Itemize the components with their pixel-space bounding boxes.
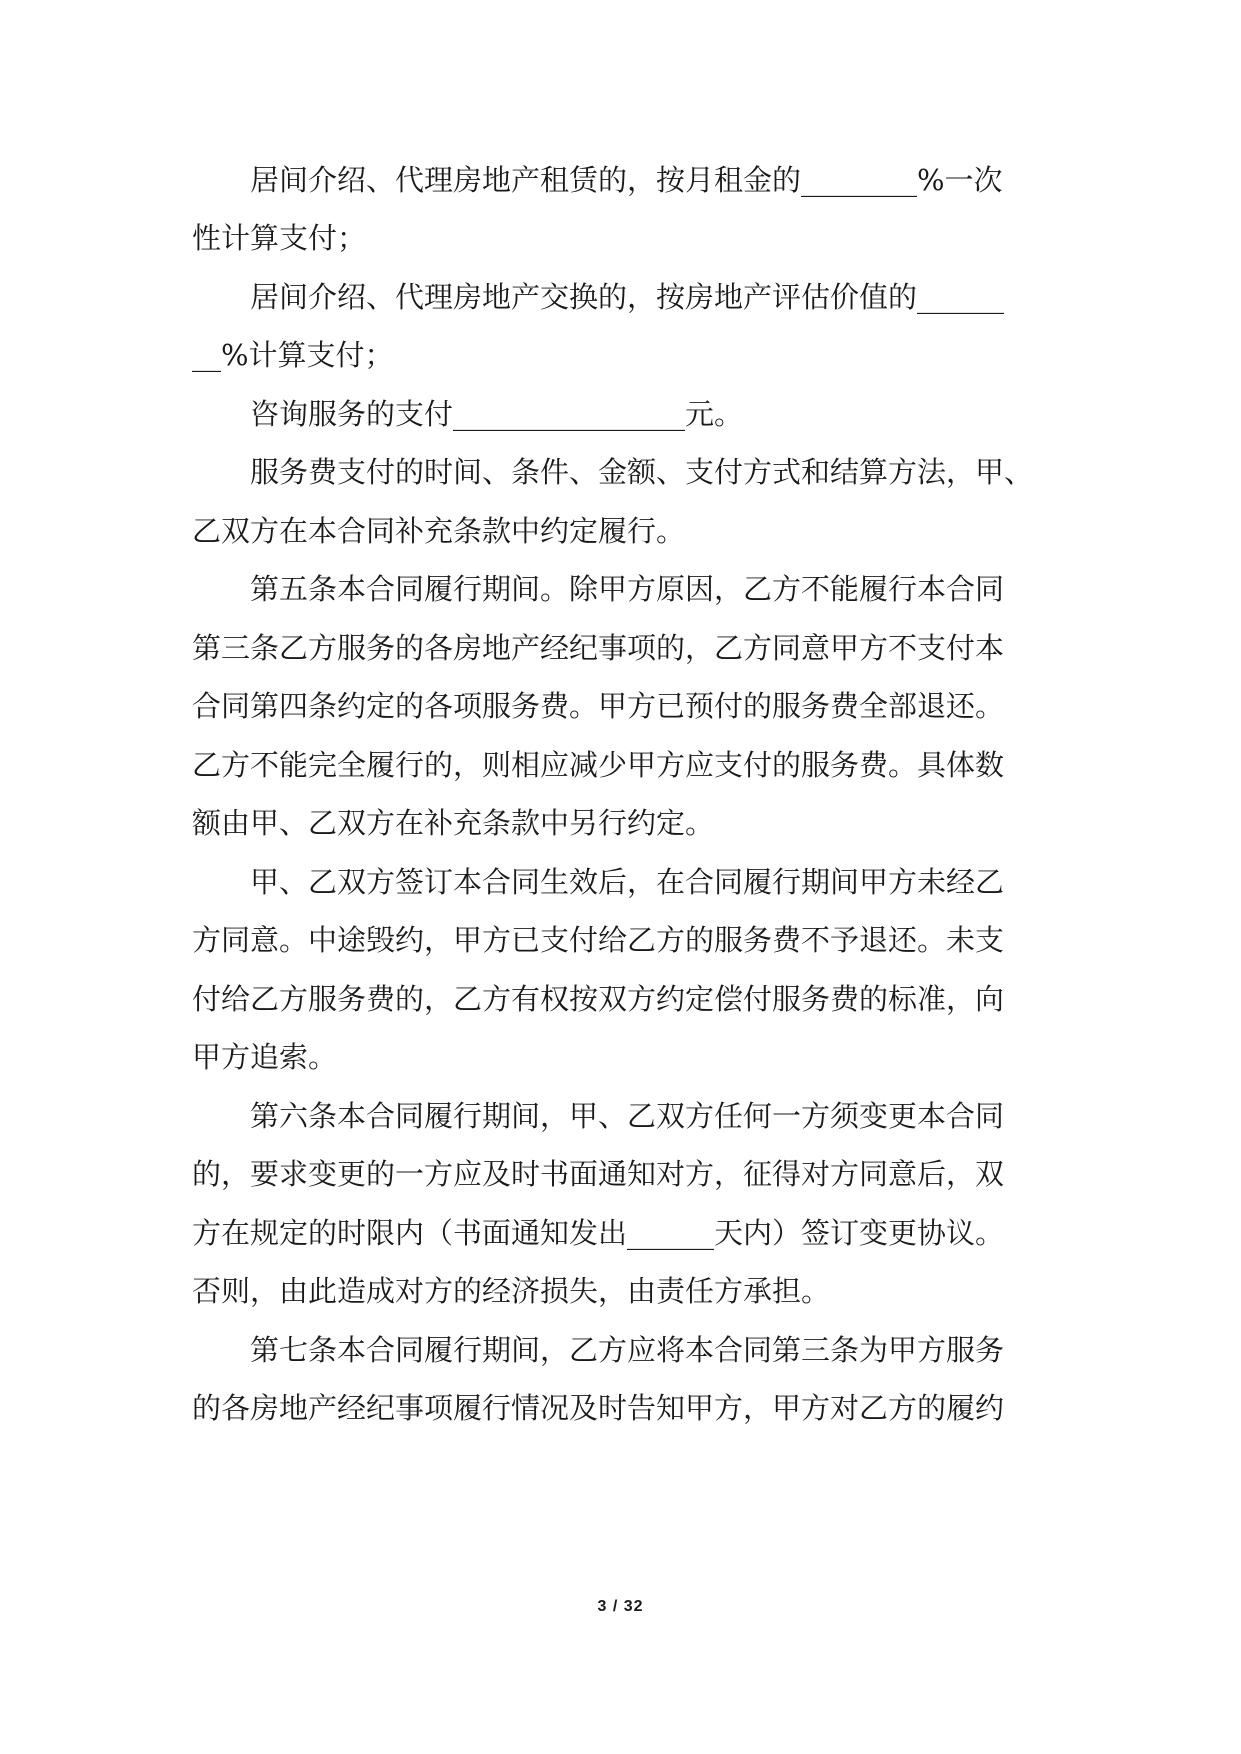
text-line: 合同第四条约定的各项服务费。甲方已预付的服务费全部退还。: [192, 689, 1005, 723]
text-line: 额由甲、乙双方在补充条款中另行约定。: [192, 806, 715, 840]
text-line: 居间介绍、代理房地产租赁的，按月租金的________%一次: [250, 163, 1003, 197]
text-line: 否则，由此造成对方的经济损失，由责任方承担。: [192, 1274, 831, 1308]
text-line: 第六条本合同履行期间，甲、乙双方任何一方须变更本合同: [250, 1099, 1005, 1133]
text-line: __%计算支付；: [192, 338, 394, 372]
page-number: 3 / 32: [597, 1598, 644, 1615]
text-line: 居间介绍、代理房地产交换的，按房地产评估价值的______: [250, 280, 1005, 314]
text-line: 第五条本合同履行期间。除甲方原因，乙方不能履行本合同: [250, 572, 1005, 606]
text-line: 性计算支付；: [192, 221, 367, 255]
text-line: 服务费支付的时间、条件、金额、支付方式和结算方法，甲、: [250, 455, 1034, 489]
text-line: 方在规定的时限内（书面通知发出______天内）签订变更协议。: [192, 1216, 1005, 1250]
text-line: 甲方追索。: [192, 1040, 338, 1074]
text-line: 第三条乙方服务的各房地产经纪事项的，乙方同意甲方不支付本: [192, 631, 1005, 665]
text-line: 方同意。中途毁约，甲方已支付给乙方的服务费不予退还。未支: [192, 923, 1005, 957]
text-line: 甲、乙双方签订本合同生效后，在合同履行期间甲方未经乙: [250, 865, 1005, 899]
text-line: 第七条本合同履行期间，乙方应将本合同第三条为甲方服务: [250, 1333, 1005, 1367]
text-line: 乙方不能完全履行的，则相应减少甲方应支付的服务费。具体数: [192, 748, 1005, 782]
text-line: 咨询服务的支付________________元。: [250, 397, 744, 431]
text-line: 乙双方在本合同补充条款中约定履行。: [192, 514, 686, 548]
text-line: 付给乙方服务费的，乙方有权按双方约定偿付服务费的标准，向: [192, 982, 1005, 1016]
text-line: 的各房地产经纪事项履行情况及时告知甲方，甲方对乙方的履约: [192, 1391, 1005, 1425]
text-line: 的，要求变更的一方应及时书面通知对方，征得对方同意后，双: [192, 1157, 1005, 1191]
